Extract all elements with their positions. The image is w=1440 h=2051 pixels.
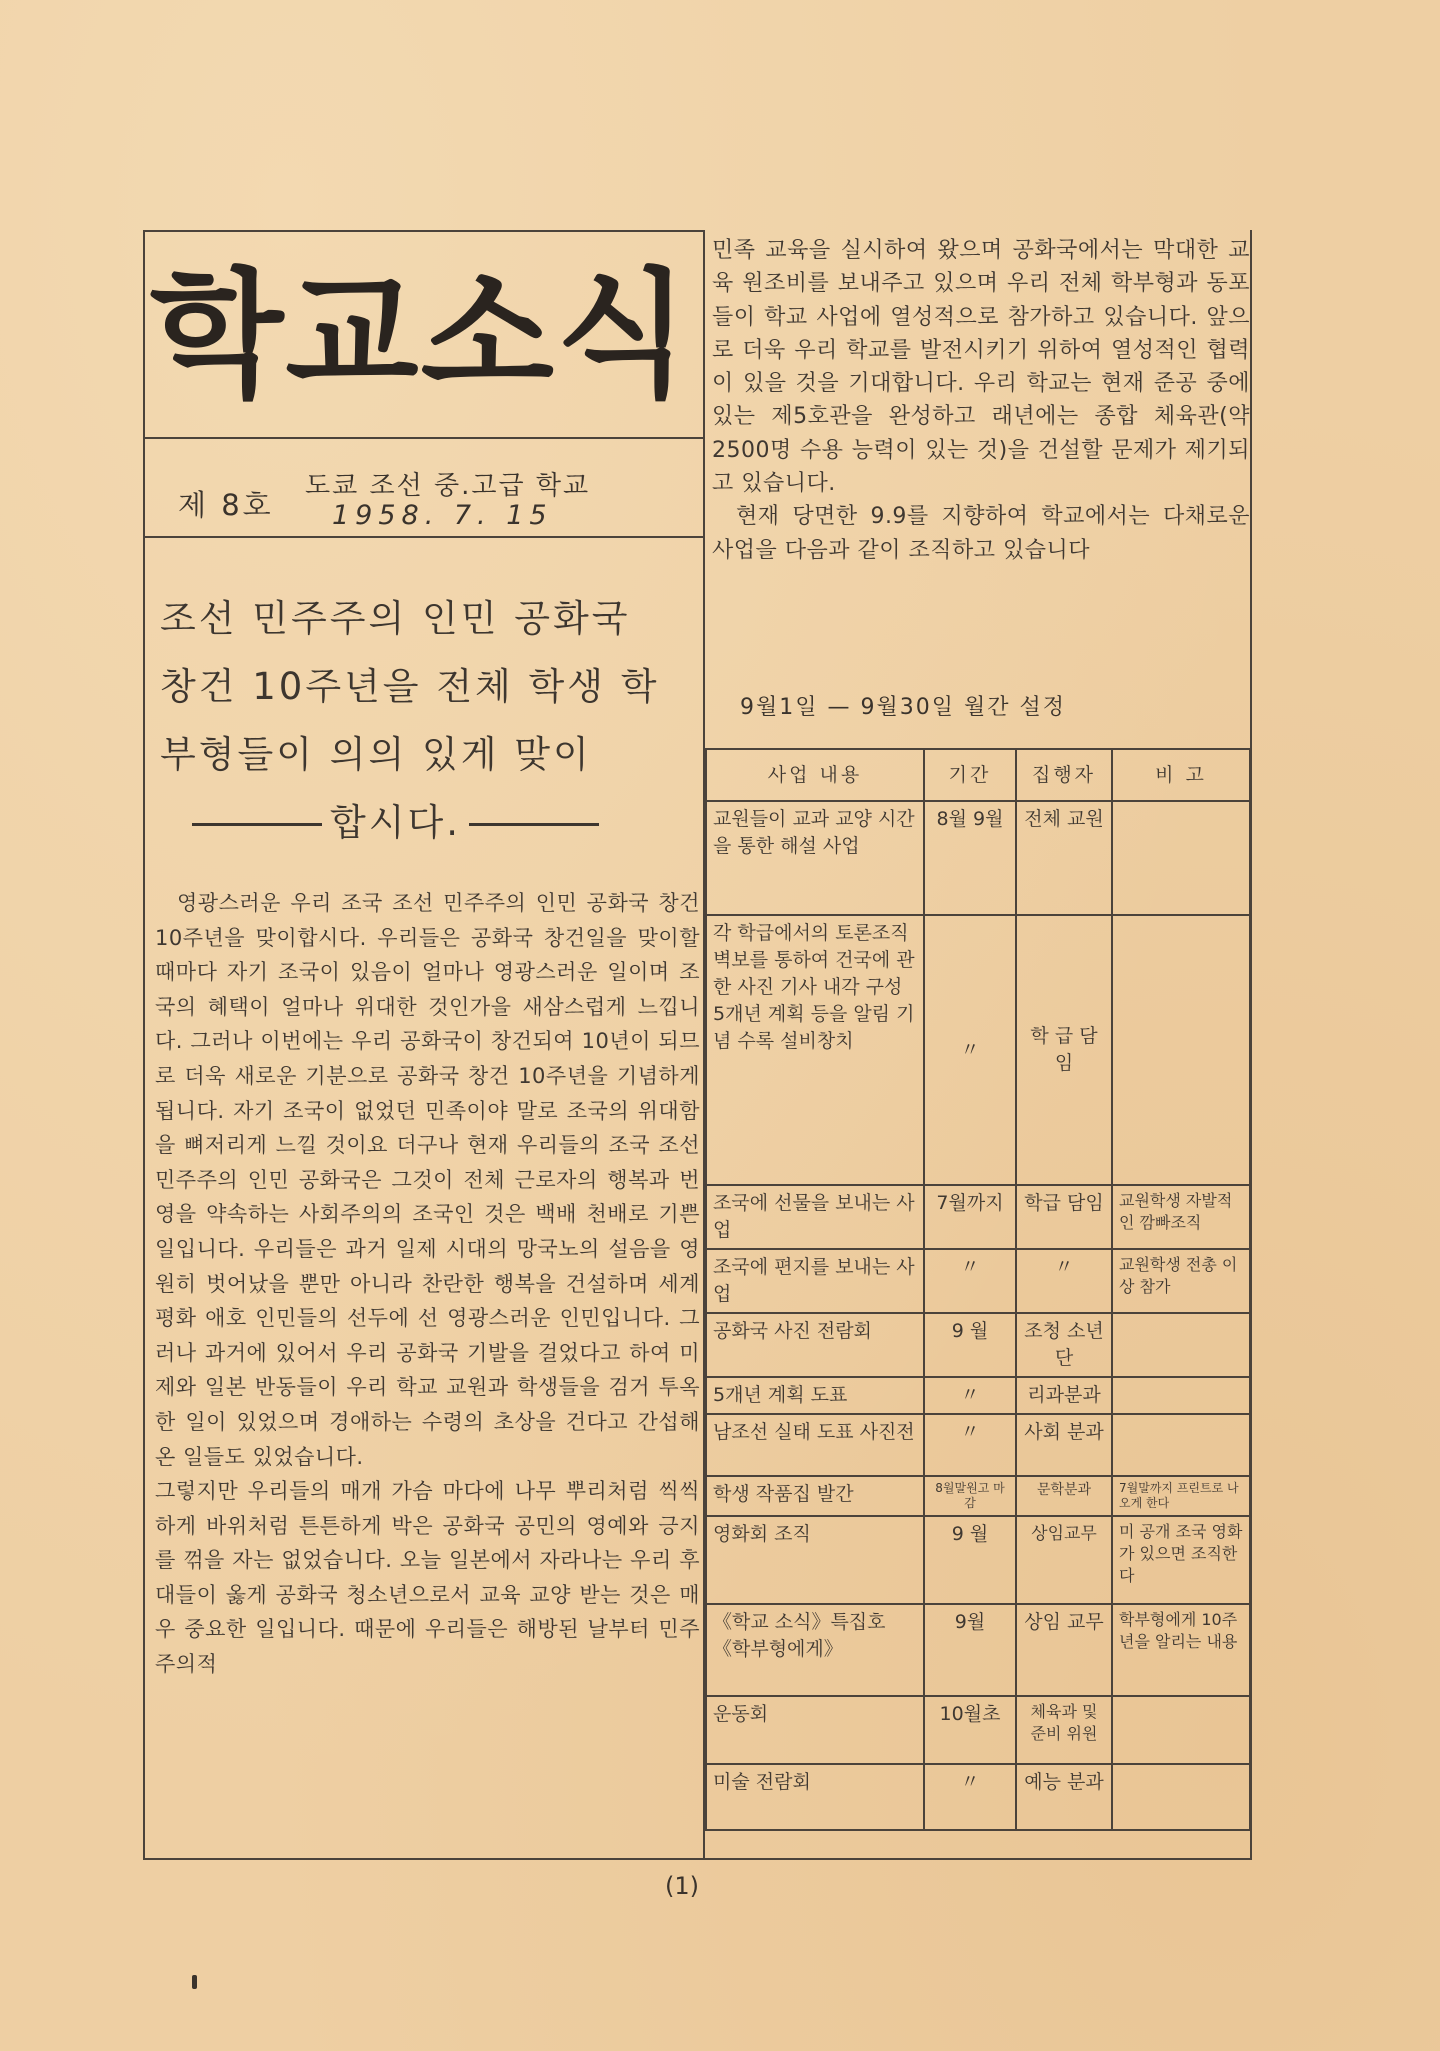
table-cell: 리과분과 [1016, 1377, 1112, 1414]
table-cell: 《학교 소식》특집호 《학부형에게》 [706, 1604, 924, 1696]
table-row [706, 1185, 1250, 1249]
table-cell: 예능 분과 [1016, 1764, 1112, 1830]
table-cell: 〃 [1016, 1249, 1112, 1313]
table-header-row [706, 749, 1250, 801]
frame-top-border [143, 230, 703, 232]
table-cell: 미술 전람회 [706, 1764, 924, 1830]
table-row [706, 1696, 1250, 1764]
headline-line-3: 부형들이 의의 있게 맞이 [160, 733, 592, 776]
school-name: 도쿄 조선 중.고급 학교 [305, 471, 591, 501]
table-cell [1112, 1764, 1250, 1830]
table-cell: 남조선 실태 도표 사진전 [706, 1414, 924, 1476]
event-schedule-table [705, 748, 1251, 1831]
table-cell: 영화회 조직 [706, 1516, 924, 1604]
table-row [706, 1249, 1250, 1313]
headline-line-4-text: 합시다. [330, 801, 461, 844]
table-cell: 9 월 [924, 1313, 1016, 1377]
masthead-divider [143, 437, 703, 439]
table-row [706, 1476, 1250, 1516]
table-row [706, 915, 1250, 1185]
table-cell: 〃 [924, 1764, 1016, 1830]
table-cell [1112, 1377, 1250, 1414]
table-cell: 교원학생 전총 이상 참가 [1112, 1249, 1250, 1313]
issue-number: 제 8호 [178, 488, 274, 522]
table-cell: 상임 교무 [1016, 1604, 1112, 1696]
table-cell: 8월 9월 [924, 801, 1016, 915]
table-cell: 학부형에게 10주년을 알리는 내용 [1112, 1604, 1250, 1696]
table-cell: 조청 소년단 [1016, 1313, 1112, 1377]
table-row [706, 1604, 1250, 1696]
table-cell: 공화국 사진 전람회 [706, 1313, 924, 1377]
article-body-left [155, 886, 700, 1682]
issue-date: 1958. 7. 15 [332, 500, 553, 531]
table-cell: 8월말원고 마감 [924, 1476, 1016, 1516]
table-cell: 전체 교원 [1016, 801, 1112, 915]
table-cell: 조국에 편지를 보내는 사업 [706, 1249, 924, 1313]
headline-line-2: 창건 10주년을 전체 학생 학 [160, 665, 660, 708]
column-header: 비 고 [1112, 749, 1250, 801]
table-row [706, 1414, 1250, 1476]
table-cell: 운동회 [706, 1696, 924, 1764]
table-cell: 조국에 선물을 보내는 사업 [706, 1185, 924, 1249]
column-header: 기간 [924, 749, 1016, 801]
table-cell: 9 월 [924, 1516, 1016, 1604]
table-cell: 〃 [924, 1414, 1016, 1476]
table-cell [1112, 1414, 1250, 1476]
table-cell: 5개년 계획 도표 [706, 1377, 924, 1414]
table-cell: 학생 작품집 발간 [706, 1476, 924, 1516]
issue-divider [143, 536, 703, 538]
table-row [706, 801, 1250, 915]
table-cell: 문학분과 [1016, 1476, 1112, 1516]
column-header: 사업 내용 [706, 749, 924, 801]
table-cell [1112, 1313, 1250, 1377]
headline-line-4 [160, 789, 670, 857]
ink-speck [192, 1975, 197, 1989]
table-cell: 미 공개 조국 영화가 있으면 조직한다 [1112, 1516, 1250, 1604]
table-cell: 체육과 및 준비 위원 [1016, 1696, 1112, 1764]
article-paragraph: 민족 교육을 실시하여 왔으며 공화국에서는 막대한 교육 원조비를 보내주고 있으며 우리 전체 학부형과 동포들이 학교 사업에 열성적으로 참가하고 있습니다. 앞으로 더욱 우리 학교를 발전시키기 위하여 열성적인 협력이 있을 것을 기대합니다. 우리 학교는 현재 준공 중에 있는 제5호관을 완성하고 래년에는 종합 체육관(약 2500명 수용 능력이 있는 것)을 건설할 문제가 제기되고 있습니다. [712, 238, 1250, 497]
table-cell: 학 급 담 임 [1016, 915, 1112, 1185]
table-cell: 10월초 [924, 1696, 1016, 1764]
table-cell: 〃 [924, 1249, 1016, 1313]
table-row [706, 1313, 1250, 1377]
table-row [706, 1516, 1250, 1604]
page-number: (1) [665, 1872, 699, 1900]
table-row [706, 1377, 1250, 1414]
table-cell: 교원학생 자발적인 깜빠조직 [1112, 1185, 1250, 1249]
table-cell: 9월 [924, 1604, 1016, 1696]
frame-left-border [143, 230, 145, 1860]
table-cell: 〃 [924, 1377, 1016, 1414]
headline-dash-right [469, 823, 599, 826]
table-cell: 〃 [924, 915, 1016, 1185]
frame-bottom-border [143, 1858, 1252, 1860]
article-paragraph: 현재 당면한 9.9를 지향하여 학교에서는 다채로운 사업을 다음과 같이 조직하고 있습니다 [712, 504, 1250, 563]
headline-dash-left [192, 823, 322, 826]
table-cell: 교원들이 교과 교양 시간을 통한 해설 사업 [706, 801, 924, 915]
table-cell: 7월까지 [924, 1185, 1016, 1249]
headline-line-1: 조선 민주주의 인민 공화국 [160, 597, 631, 640]
article-paragraph: 그렇지만 우리들의 매개 가슴 마다에 나무 뿌리처럼 씩씩하게 바위처럼 튼튼하게 박은 공화국 공민의 영예와 긍지를 꺾을 자는 없었습니다. 오늘 일본에서 자라나는 우리 후대들이 옳게 공화국 청소년으로서 교육 교양 받는 것은 매우 중요한 일입니다. 때문에 우리들은 해방된 날부터 민주주의적 [155, 1479, 700, 1677]
article-headline [160, 585, 670, 857]
table-row [706, 1764, 1250, 1830]
table-cell: 사회 분과 [1016, 1414, 1112, 1476]
table-cell [1112, 1696, 1250, 1764]
article-paragraph: 영광스러운 우리 조국 조선 민주주의 인민 공화국 창건 10주년을 맞이합시다. 우리들은 공화국 창건일을 맞이할 때마다 자기 조국이 있음이 얼마나 영광스러운 일이며 조국의 혜택이 얼마나 위대한 것인가을 새삼스럽게 느낍니다. 그러나 이번에는 우리 공화국이 창건되여 10년이 되므로 더욱 새로운 기분으로 공화국 창건 10주년을 기념하게 됩니다. 자기 조국이 없었던 민족이야 말로 조국의 위대함을 뼈저리게 느낄 것이요 더구나 현재 우리들의 조국 조선 민주주의 인민 공화국은 그것이 전체 근로자의 행복과 번영을 약속하는 사회주의의 조국인 것은 백배 천배로 기쁜 일입니다. 우리들은 과거 일제 시대의 망국노의 설음을 영원히 벗어났을 뿐만 아니라 찬란한 행복을 건설하며 세계 평화 애호 인민들의 선두에 선 영광스러운 인민입니다. 그러나 과거에 있어서 우리 공화국 기발을 걸었다고 하여 미제와 일본 반동들이 우리 학교 교원과 학생들을 검거 투옥한 일이 있었으며 경애하는 수령의 초상을 건다고 간섭해 온 일들도 있었습니다. [155, 891, 700, 1469]
table-cell [1112, 801, 1250, 915]
masthead-title: 학교소식 [150, 253, 692, 416]
event-period: 9월1일 — 9월30일 월간 설정 [740, 695, 1066, 720]
table-cell [1112, 915, 1250, 1185]
table-cell: 7월말까지 프린트로 나오게 한다 [1112, 1476, 1250, 1516]
table-cell: 상임교무 [1016, 1516, 1112, 1604]
column-header: 집행자 [1016, 749, 1112, 801]
table-cell: 각 학급에서의 토론조직 벽보를 통하여 건국에 관한 사진 기사 내각 구성 5개년 계획 등을 알림 기념 수록 설비창치 [706, 915, 924, 1185]
article-body-right [712, 234, 1250, 567]
table-cell: 학급 담임 [1016, 1185, 1112, 1249]
